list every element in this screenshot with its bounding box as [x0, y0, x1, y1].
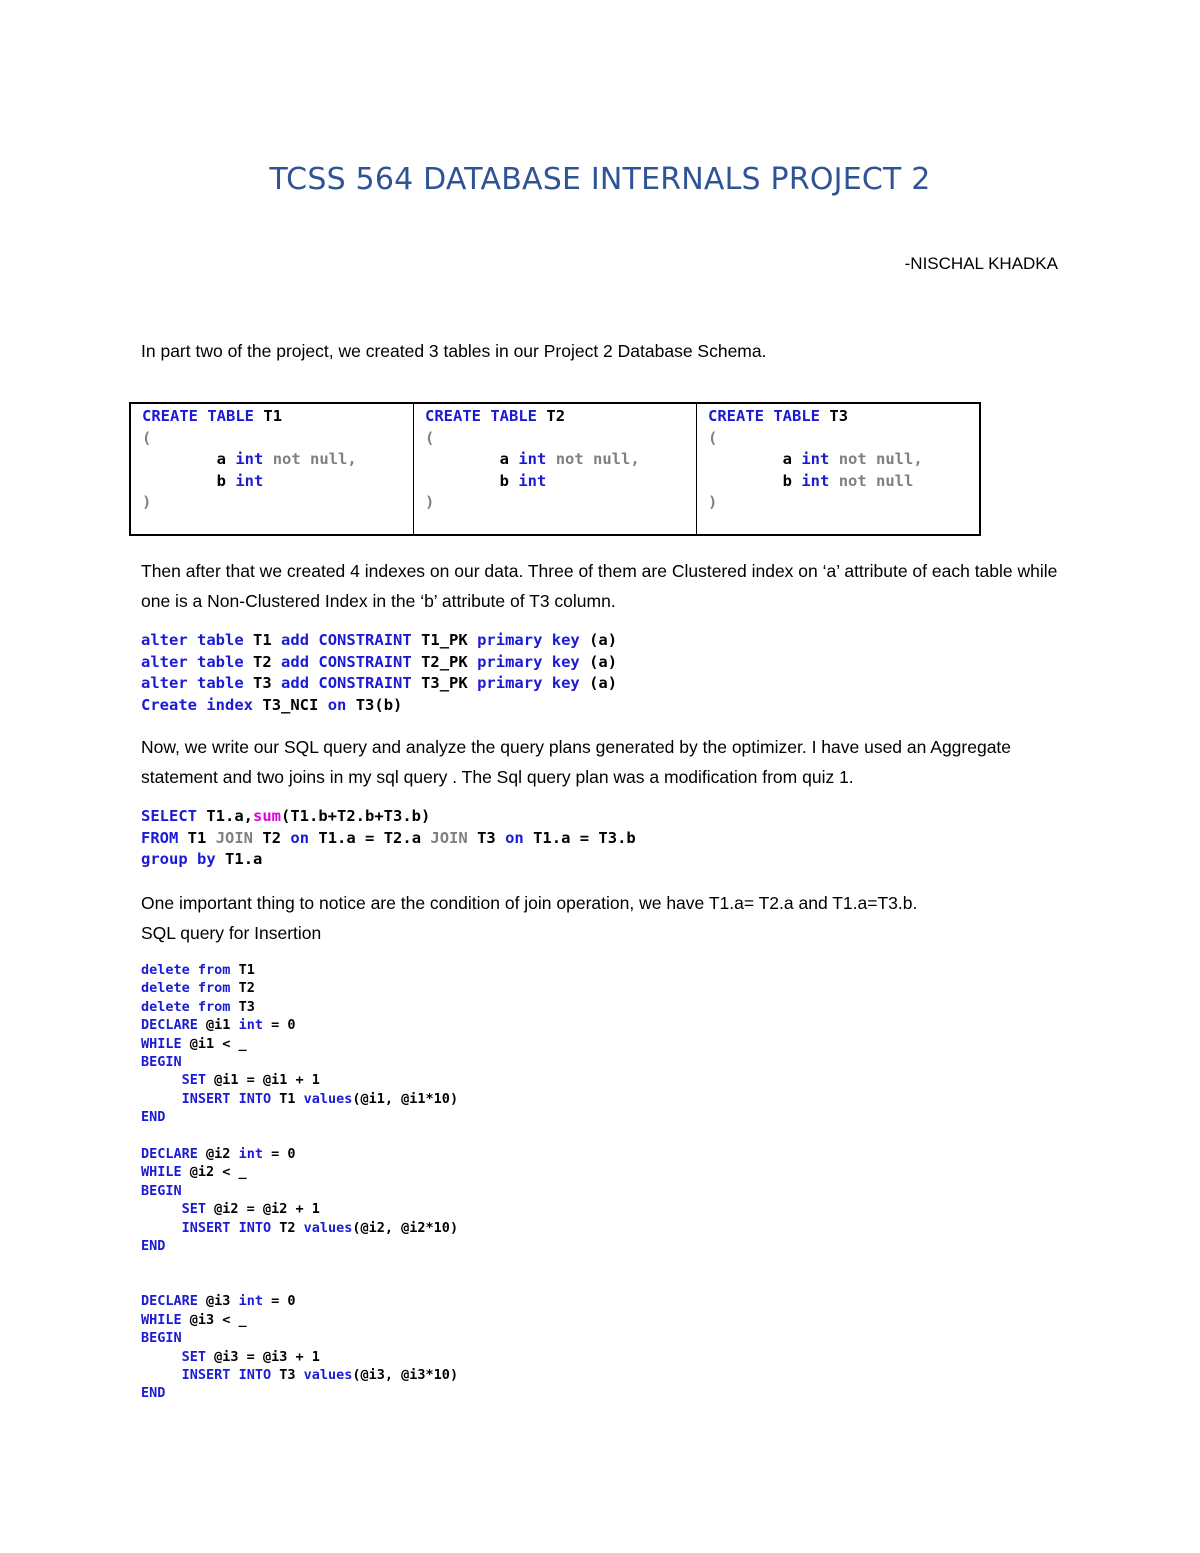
code-token: @i3: [206, 1293, 231, 1310]
code-token: primary: [477, 652, 543, 671]
code-token: END: [141, 1238, 166, 1255]
code-token: on: [505, 828, 524, 847]
code-token: (@i2, @i2*10): [352, 1219, 459, 1236]
schema-cell-t3: [697, 403, 981, 535]
code-token: T1: [187, 828, 207, 847]
schema-cell-t1: [130, 403, 414, 535]
code-token: (@i3, @i3*10): [352, 1366, 459, 1383]
code-token: table: [197, 652, 244, 671]
column-a-constraint: not null,: [272, 450, 357, 468]
column-b: b: [499, 471, 509, 490]
column-b: b: [782, 471, 792, 490]
table-keyword: TABLE: [490, 407, 538, 425]
code-token: T2: [253, 652, 272, 671]
code-token: (T1.b+T2.b+T3.b): [281, 807, 431, 825]
column-a: a: [216, 450, 226, 468]
code-token: WHILE: [141, 1035, 182, 1052]
code-token: CONSTRAINT: [318, 631, 412, 649]
code-token: by: [197, 850, 216, 868]
code-token: INTO: [238, 1219, 272, 1236]
document-title: TCSS 564 DATABASE INTERNALS PROJECT 2: [269, 162, 931, 197]
code-token: INSERT: [181, 1366, 231, 1383]
code-token: @i3 < _: [189, 1311, 247, 1328]
insertion-script: [141, 961, 458, 1403]
code-token: table: [197, 674, 244, 692]
code-token: = 0: [271, 1293, 296, 1310]
code-token: (a): [589, 652, 618, 671]
code-token: @i3 = @i3 + 1: [214, 1348, 320, 1365]
open-paren: (: [425, 428, 435, 447]
code-token: alter: [141, 631, 188, 649]
column-b-type: int: [518, 471, 547, 490]
open-paren: (: [142, 428, 152, 447]
code-token: (@i1, @i1*10): [352, 1090, 459, 1107]
code-token: T3: [253, 674, 272, 692]
column-a-type: int: [235, 450, 264, 468]
sql-query: [141, 806, 636, 871]
code-token: @i1 < _: [189, 1035, 247, 1052]
code-token: JOIN: [215, 828, 254, 847]
close-paren: ): [142, 493, 152, 511]
code-token: group: [141, 850, 188, 868]
query-paragraph: Now, we write our SQL query and analyze the query plans generated by the optimizer. I have used an Aggregate statement and two joins in my sql query . The Sql query plan was a modification from quiz 1.: [141, 737, 1012, 787]
code-token: alter: [141, 652, 188, 671]
column-a-type: int: [518, 450, 547, 468]
code-token: BEGIN: [141, 1330, 182, 1347]
code-token: INTO: [238, 1090, 272, 1107]
code-token: INTO: [238, 1366, 272, 1383]
alter-line: [141, 674, 617, 692]
code-token: delete: [141, 998, 190, 1015]
close-paren: ): [708, 493, 718, 511]
code-token: DECLARE: [141, 1017, 198, 1034]
code-token: = 0: [271, 1146, 296, 1163]
code-token: index: [206, 695, 254, 714]
code-token: int: [238, 1146, 263, 1163]
alter-statements: [141, 630, 617, 716]
column-b-constraint: not null: [838, 471, 914, 490]
code-token: T2: [279, 1219, 296, 1236]
code-token: FROM: [141, 828, 179, 847]
alter-line: [141, 631, 617, 649]
code-token: T1.a: [225, 850, 263, 868]
code-token: T1: [253, 631, 272, 649]
alter-line: [141, 653, 617, 671]
table-keyword: TABLE: [207, 407, 255, 425]
code-token: values: [303, 1219, 353, 1236]
column-a: a: [499, 450, 509, 468]
column-b-type: int: [801, 471, 830, 490]
code-token: T1: [238, 962, 255, 978]
code-token: DECLARE: [141, 1293, 198, 1310]
code-token: (a): [589, 631, 618, 649]
create-keyword: CREATE: [708, 407, 764, 425]
code-token: T2: [262, 828, 282, 847]
code-token: T3: [279, 1366, 296, 1383]
code-token: = 0: [271, 1017, 296, 1034]
code-token: key: [551, 631, 580, 649]
code-token: values: [303, 1366, 353, 1383]
code-token: END: [141, 1385, 166, 1402]
code-token: values: [303, 1090, 353, 1107]
column-a-constraint: not null,: [555, 450, 640, 468]
code-token: from: [197, 980, 231, 997]
column-a-type: int: [801, 450, 830, 468]
code-token: primary: [477, 631, 543, 649]
table-name: T3: [829, 407, 849, 425]
code-token: @i2 = @i2 + 1: [214, 1201, 320, 1218]
code-token: T1: [279, 1090, 296, 1107]
code-token: on: [327, 695, 347, 714]
column-b-type: int: [235, 471, 264, 490]
code-token: T1_PK: [421, 631, 468, 649]
code-token: WHILE: [141, 1164, 182, 1181]
code-token: CONSTRAINT: [318, 652, 412, 671]
close-paren: ): [425, 493, 435, 511]
column-a-constraint: not null,: [838, 450, 923, 468]
code-token: from: [197, 962, 231, 978]
code-token: T2_PK: [421, 652, 468, 671]
code-token: int: [238, 1017, 263, 1034]
code-token: @i1: [206, 1017, 231, 1034]
code-token: INSERT: [181, 1090, 231, 1107]
code-token: @i1 = @i1 + 1: [214, 1072, 320, 1089]
code-token: key: [551, 674, 580, 692]
schema-table: [129, 402, 981, 536]
table-name: T1: [263, 407, 283, 425]
code-token: SET: [181, 1348, 207, 1365]
code-token: primary: [477, 674, 543, 692]
code-token: on: [290, 828, 310, 847]
code-token: @i2: [206, 1146, 231, 1163]
code-token: T3: [238, 998, 255, 1015]
schema-cell-t2: [414, 403, 697, 535]
code-token: T3: [477, 828, 496, 847]
insertion-heading: SQL query for Insertion: [141, 923, 322, 943]
code-token: T2: [238, 980, 255, 997]
code-token: SET: [181, 1072, 207, 1089]
join-paragraph: One important thing to notice are the condition of join operation, we have T1.a= T2.a and T1.a=T3.b.: [141, 893, 918, 913]
code-token: Create: [141, 695, 197, 714]
code-token: (a): [589, 674, 618, 692]
code-token: key: [551, 652, 580, 671]
code-token: alter: [141, 674, 188, 692]
code-token: T1.a,: [206, 807, 254, 825]
code-token: JOIN: [430, 828, 468, 847]
code-token: from: [197, 998, 231, 1015]
index-paragraph: Then after that we created 4 indexes on our data. Three of them are Clustered index on ‘a’ attribute of each table while one is a Non-Clustered Index in the ‘b’ attribute of T3 column.: [141, 561, 1058, 611]
column-a: a: [782, 450, 792, 468]
code-token: T1.a = T3.b: [533, 828, 636, 847]
code-token: BEGIN: [141, 1054, 182, 1071]
code-token: add: [281, 631, 310, 649]
code-token: BEGIN: [141, 1182, 182, 1199]
code-token: SELECT: [141, 807, 197, 825]
code-token: add: [281, 674, 310, 692]
code-token: sum: [253, 807, 282, 825]
code-token: @i2 < _: [189, 1164, 247, 1181]
table-name: T2: [546, 407, 566, 425]
open-paren: (: [708, 428, 718, 447]
column-b: b: [216, 471, 226, 490]
code-token: CONSTRAINT: [318, 674, 412, 692]
code-token: delete: [141, 962, 190, 978]
code-token: INSERT: [181, 1219, 231, 1236]
code-token: T3(b): [355, 695, 403, 714]
code-token: T3_NCI: [262, 695, 319, 714]
intro-paragraph: In part two of the project, we created 3 tables in our Project 2 Database Schema.: [141, 341, 767, 361]
code-token: SET: [181, 1201, 207, 1218]
code-token: table: [197, 631, 244, 649]
code-token: T3_PK: [421, 674, 468, 692]
author-name: -NISCHAL KHADKA: [904, 254, 1058, 273]
create-keyword: CREATE: [142, 407, 198, 425]
code-token: END: [141, 1109, 166, 1126]
code-token: delete: [141, 980, 190, 997]
code-token: int: [238, 1293, 263, 1310]
code-token: T1.a = T2.a: [318, 828, 422, 847]
code-token: WHILE: [141, 1311, 182, 1328]
create-index-line: [141, 696, 402, 714]
create-keyword: CREATE: [425, 407, 481, 425]
table-keyword: TABLE: [773, 407, 821, 425]
code-token: DECLARE: [141, 1146, 198, 1163]
code-token: add: [281, 652, 310, 671]
